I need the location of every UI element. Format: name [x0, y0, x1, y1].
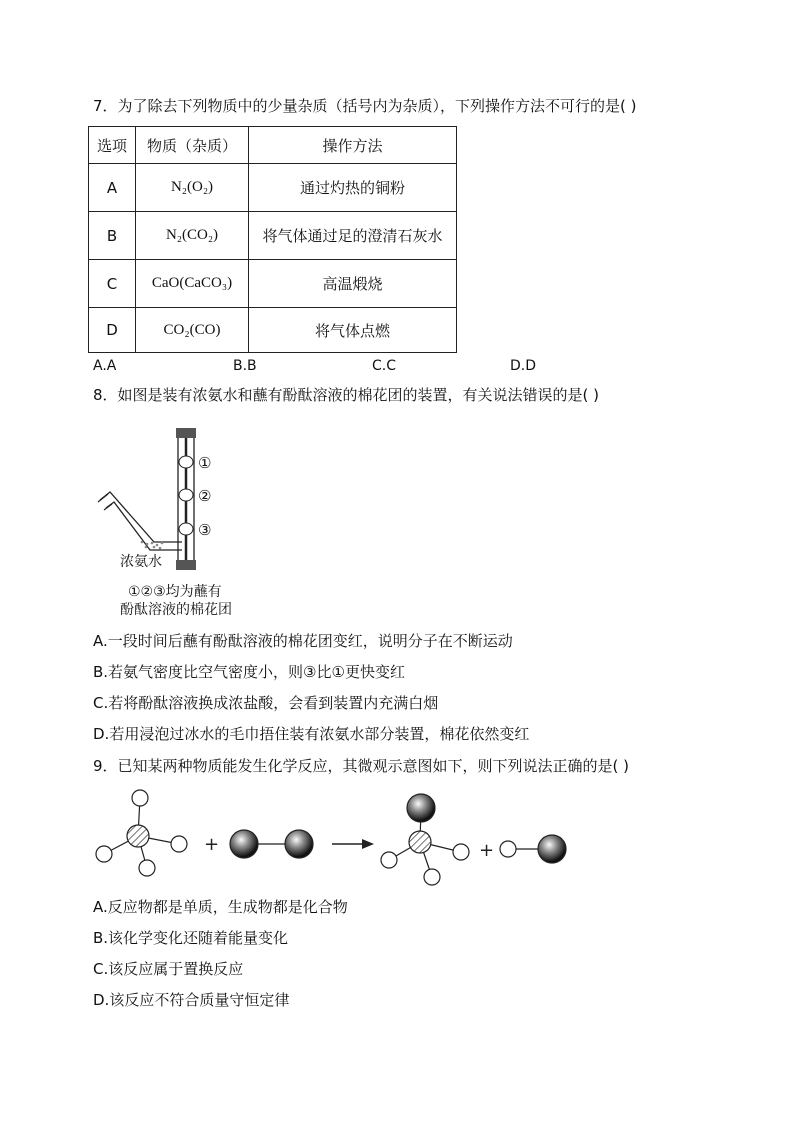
- q7-choice-a[interactable]: A.A: [93, 358, 117, 374]
- reactant-molecule-1: [96, 790, 187, 876]
- row-d-method: 将气体点燃: [249, 308, 457, 353]
- q7-stem: 7．为了除去下列物质中的少量杂质（括号内为杂质），下列操作方法不可行的是( ): [93, 97, 637, 115]
- q9-option-c[interactable]: C.该反应属于置换反应: [93, 960, 244, 978]
- q7-choice-c[interactable]: C.C: [372, 358, 397, 374]
- top-stopper: [176, 428, 196, 438]
- q8-option-a[interactable]: A.一段时间后蘸有酚酞溶液的棉花团变红，说明分子在不断运动: [93, 632, 513, 650]
- row-c-option: C: [89, 260, 136, 308]
- cotton-ball-2: [179, 489, 193, 501]
- q7-choice-b[interactable]: B.B: [233, 358, 257, 374]
- label-ammonia: 浓氨水: [120, 554, 162, 570]
- row-c-substance: CaO(CaCO₃): [136, 260, 249, 308]
- product-molecule-2: [500, 835, 566, 863]
- q9-stem: 9．已知某两种物质能发生化学反应，其微观示意图如下，则下列说法正确的是( ): [93, 757, 630, 775]
- q8-option-b[interactable]: B.若氨气密度比空气密度小，则③比①更快变红: [93, 663, 405, 681]
- cotton-ball-3: [179, 523, 193, 535]
- q9-reaction-figure: [92, 784, 582, 894]
- v-tube-left-arm: [98, 492, 182, 550]
- cotton-balls: [179, 456, 193, 535]
- mark-3: ③: [198, 521, 212, 539]
- row-a-method: 通过灼热的铜粉: [249, 164, 457, 212]
- q9-option-d[interactable]: D.该反应不符合质量守恒定律: [93, 991, 290, 1009]
- product-molecule-1: [381, 794, 469, 885]
- header-option: 选项: [89, 127, 136, 164]
- q8-option-c[interactable]: C.若将酚酞溶液换成浓盐酸，会看到装置内充满白烟: [93, 694, 439, 712]
- q9-option-a[interactable]: A.反应物都是单质，生成物都是化合物: [93, 898, 348, 916]
- q9-option-b[interactable]: B.该化学变化还随着能量变化: [93, 929, 289, 947]
- plus-sign-1: +: [204, 834, 220, 855]
- q8-option-d[interactable]: D.若用浸泡过冰水的毛巾捂住装有浓氨水部分装置，棉花依然变红: [93, 725, 530, 743]
- row-d-option: D: [89, 308, 136, 353]
- cotton-ball-1: [179, 456, 193, 468]
- q7-table: [88, 126, 457, 353]
- row-b-method: 将气体通过足的澄清石灰水: [249, 212, 457, 260]
- q7-choice-d[interactable]: D.D: [510, 358, 537, 374]
- caption-line1: ①②③均为蘸有: [128, 584, 222, 600]
- row-a-substance: N₂(O₂): [136, 164, 249, 212]
- reactant-molecule-2: [230, 830, 313, 858]
- row-a-option: A: [89, 164, 136, 212]
- mark-1: ①: [198, 454, 212, 472]
- reaction-arrow: [332, 839, 374, 849]
- header-substance: 物质（杂质）: [136, 127, 249, 164]
- q8-stem: 8．如图是装有浓氨水和蘸有酚酞溶液的棉花团的装置，有关说法错误的是( ): [93, 386, 600, 404]
- row-b-option: B: [89, 212, 136, 260]
- plus-sign-2: +: [479, 840, 495, 861]
- row-c-method: 高温煅烧: [249, 260, 457, 308]
- q8-apparatus-figure: [92, 422, 252, 622]
- row-d-substance: CO₂(CO): [136, 308, 249, 353]
- mark-2: ②: [198, 487, 212, 505]
- bottom-stopper: [176, 560, 196, 570]
- caption-line2: 酚酞溶液的棉花团: [120, 602, 232, 618]
- header-method: 操作方法: [249, 127, 457, 164]
- row-b-substance: N₂(CO₂): [136, 212, 249, 260]
